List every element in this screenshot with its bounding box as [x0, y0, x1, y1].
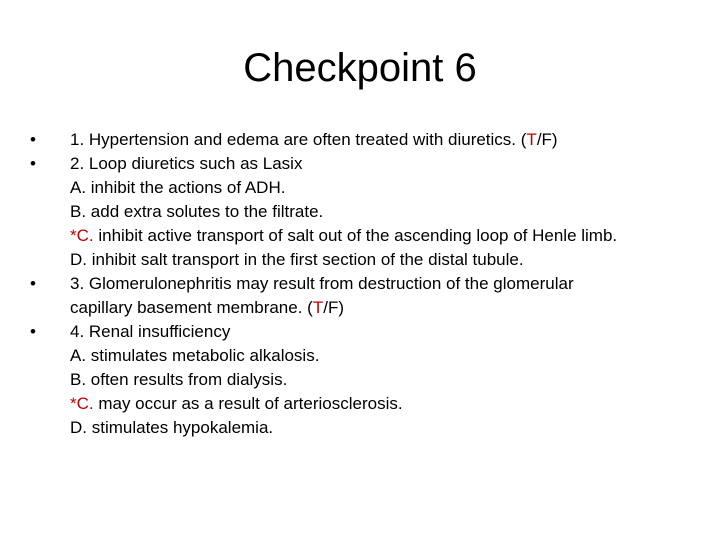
bullet-icon: •	[30, 130, 36, 149]
question-4-option-c	[70, 392, 700, 416]
question-2-option-c-text: inhibit active transport of salt out of the ascending loop of Henle limb.	[93, 226, 618, 245]
question-3-suffix: /F)	[323, 298, 344, 317]
slide-content	[30, 128, 700, 440]
question-1-text	[70, 128, 700, 152]
question-1-answer: T	[526, 130, 537, 149]
question-1-suffix: /F)	[536, 130, 558, 149]
question-3-statement: capillary basement membrane. (	[70, 298, 313, 317]
question-2-option-d: D. inhibit salt transport in the first section of the distal tubule.	[70, 250, 524, 269]
question-4-stem: 4. Renal insufficiency	[70, 322, 231, 341]
question-3-line-2	[70, 296, 700, 320]
question-2-option-c	[70, 224, 700, 248]
question-4-correct-marker: *C.	[70, 394, 94, 413]
question-4-option-a: A. stimulates metabolic alkalosis.	[70, 346, 320, 365]
question-1	[30, 128, 700, 152]
question-2-correct-marker: *C.	[70, 226, 94, 245]
question-4-option-b: B. often results from dialysis.	[70, 370, 288, 389]
question-2-option-a: A. inhibit the actions of ADH.	[70, 178, 286, 197]
bullet-icon: •	[30, 274, 36, 293]
question-1-statement: 1. Hypertension and edema are often treated with diuretics. (	[70, 130, 527, 149]
question-2-option-b: B. add extra solutes to the filtrate.	[70, 202, 324, 221]
bullet-icon: •	[30, 322, 36, 341]
question-2	[30, 152, 700, 272]
question-3-answer: T	[312, 298, 324, 317]
question-4-option-d: D. stimulates hypokalemia.	[70, 418, 274, 437]
question-4	[30, 320, 700, 440]
question-3-line-1: 3. Glomerulonephritis may result from destruction of the glomerular	[70, 274, 574, 293]
question-2-stem: 2. Loop diuretics such as Lasix	[70, 154, 303, 173]
question-4-option-c-text: may occur as a result of arteriosclerosis.	[93, 394, 403, 413]
bullet-icon: •	[30, 154, 36, 173]
question-3	[30, 272, 700, 320]
slide-title: Checkpoint 6	[243, 46, 477, 90]
